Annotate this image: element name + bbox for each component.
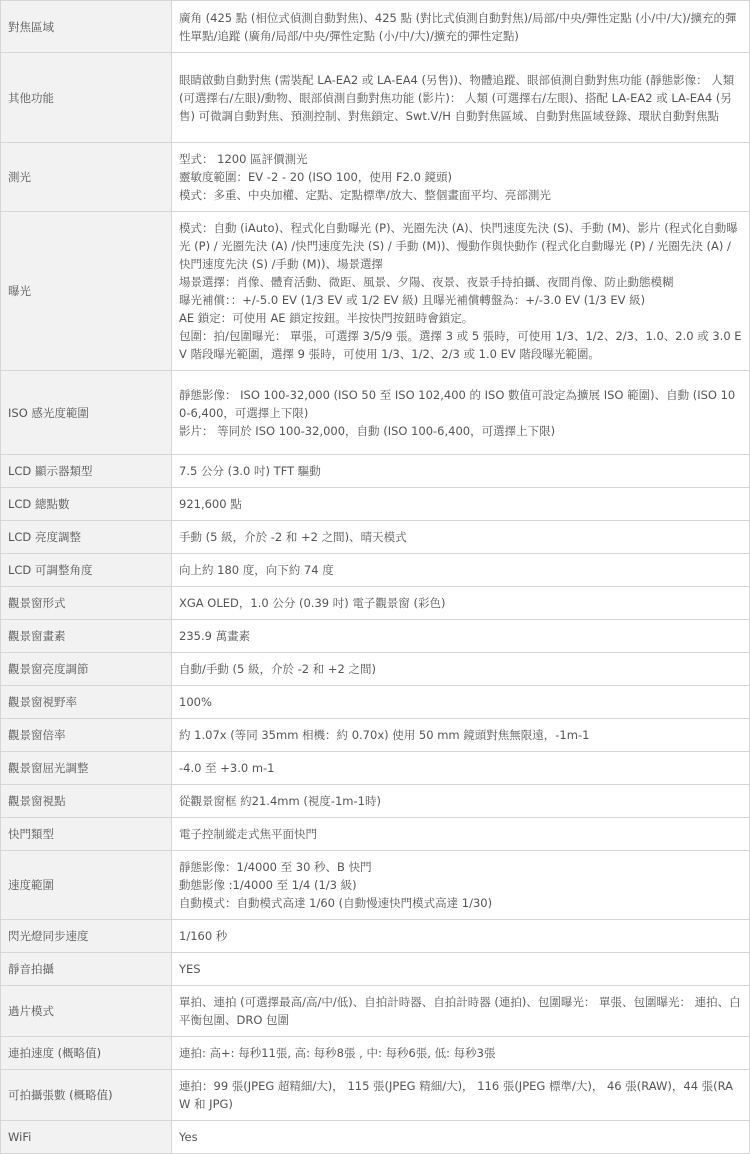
spec-label: 快門類型 (1, 818, 172, 851)
spec-value-line: 影片： 等同於 ISO 100-32,000，自動 (ISO 100-6,400，可選擇上下限) (179, 423, 556, 438)
spec-label: 測光 (1, 143, 172, 212)
spec-value-line: AE 鎖定：可使用 AE 鎖定按鈕。半按快門按鈕時會鎖定。 (179, 311, 474, 325)
spec-row (1, 818, 750, 851)
spec-value-line: 曝光補償：：+/-5.0 EV (1/3 EV 或 1/2 EV 級) 且曝光補償轉盤為：+/-3.0 EV (1/3 EV 級) (179, 293, 646, 307)
spec-row (1, 752, 750, 785)
spec-value (172, 752, 750, 785)
spec-row (1, 953, 750, 986)
spec-label: 過片模式 (1, 986, 172, 1037)
spec-value (172, 143, 750, 212)
spec-value (172, 785, 750, 818)
spec-label: 觀景窗視野率 (1, 686, 172, 719)
spec-label: 觀景窗形式 (1, 587, 172, 620)
spec-value (172, 554, 750, 587)
spec-value-line: 模式：自動 (iAuto)、程式化自動曝光 (P)、光圈先決 (A)、快門速度先決 (S)、手動 (M)、影片 (程式化自動曝光 (P) / 光圈先決 (A) /快門速度先決 (S) / 手動 (M))、慢動作與快動作 (程式化自動曝光 (P) / 光圈先決 (A) / 快門速度先決 (S) /手動 (M))、場景選擇 (179, 221, 738, 271)
spec-value-line: 靜態影像： ISO 100-32,000 (ISO 50 至 ISO 102,400 的 ISO 數值可設定為擴展 ISO 範圍)、自動 (ISO 100-6,400，可選擇上下限) (179, 387, 736, 420)
spec-value-line: XGA OLED，1.0 公分 (0.39 吋) 電子觀景窗 (彩色) (179, 596, 446, 610)
spec-row (1, 554, 750, 587)
spec-value-line: 從觀景窗框 約21.4mm (視度-1m-1時) (179, 794, 381, 808)
spec-value (172, 686, 750, 719)
spec-value (172, 371, 750, 455)
spec-value (172, 455, 750, 488)
spec-value-line: -4.0 至 +3.0 m-1 (179, 761, 275, 775)
spec-row (1, 587, 750, 620)
spec-value (172, 620, 750, 653)
spec-value-line: 動態影像 :1/4000 至 1/4 (1/3 級) (179, 878, 357, 892)
spec-label: LCD 總點數 (1, 488, 172, 521)
spec-value-line: 電子控制縱走式焦平面快門 (179, 827, 317, 841)
spec-label: 連拍速度 (概略值) (1, 1037, 172, 1070)
spec-row (1, 719, 750, 752)
spec-label: 速度範圍 (1, 851, 172, 920)
spec-value-line: 單拍、連拍 (可選擇最高/高/中/低)、自拍計時器、自拍計時器 (連拍)、包圍曝光： 單張、包圍曝光： 連拍、白平衡包圍、DRO 包圍 (179, 995, 741, 1027)
spec-label: 觀景窗畫素 (1, 620, 172, 653)
spec-value-line: 921,600 點 (179, 497, 242, 511)
spec-row (1, 521, 750, 554)
spec-label: LCD 可調整角度 (1, 554, 172, 587)
spec-value (172, 521, 750, 554)
spec-row (1, 371, 750, 455)
spec-value (172, 488, 750, 521)
spec-value-line: YES (179, 962, 201, 976)
spec-value-line: 包圍：拍/包圍曝光： 單張，可選擇 3/5/9 張。選擇 3 或 5 張時，可使用 1/3、1/2、2/3、1.0、2.0 或 3.0 EV 階段曝光範圍，選擇 9 張時，可使用 1/3、1/2、2/3 或 1.0 EV 階段曝光範圍。 (179, 329, 742, 361)
spec-value (172, 986, 750, 1037)
spec-row (1, 620, 750, 653)
spec-value (172, 818, 750, 851)
spec-row (1, 851, 750, 920)
spec-label: 閃光燈同步速度 (1, 920, 172, 953)
spec-label: ISO 感光度範圍 (1, 371, 172, 455)
spec-value (172, 1037, 750, 1070)
spec-row (1, 920, 750, 953)
spec-label: 觀景窗亮度調節 (1, 653, 172, 686)
spec-row (1, 686, 750, 719)
spec-label: 靜音拍攝 (1, 953, 172, 986)
spec-label: WiFi (1, 1121, 172, 1154)
spec-row (1, 53, 750, 143)
spec-value-line: 約 1.07x (等同 35mm 相機：約 0.70x) 使用 50 mm 鏡頭對焦無限遠，-1m-1 (179, 728, 590, 742)
spec-value-line: 靈敏度範圍：EV -2 - 20 (ISO 100，使用 F2.0 鏡頭) (179, 170, 453, 184)
spec-row (1, 1, 750, 53)
spec-value (172, 653, 750, 686)
spec-row (1, 455, 750, 488)
spec-value-line: 場景選擇：肖像、體育活動、微距、風景、夕陽、夜景、夜景手持拍攝、夜間肖像、防止動態模糊 (179, 275, 674, 289)
spec-value-line: 235.9 萬畫素 (179, 629, 251, 643)
spec-value (172, 1070, 750, 1121)
spec-value-line: Yes (179, 1130, 198, 1144)
spec-label: LCD 顯示器類型 (1, 455, 172, 488)
spec-value (172, 1, 750, 53)
spec-label: 對焦區域 (1, 1, 172, 53)
spec-value (172, 1121, 750, 1154)
spec-value-line: 模式：多重、中央加權、定點、定點標準/放大、整個畫面平均、亮部測光 (179, 188, 551, 202)
spec-value (172, 719, 750, 752)
spec-value (172, 53, 750, 143)
spec-row (1, 986, 750, 1037)
spec-row (1, 653, 750, 686)
spec-row (1, 785, 750, 818)
spec-value-line: 手動 (5 級，介於 -2 和 +2 之間)、晴天模式 (179, 530, 407, 544)
spec-value-line: 型式： 1200 區評價測光 (179, 152, 308, 166)
spec-label: 其他功能 (1, 53, 172, 143)
spec-label: 曝光 (1, 212, 172, 371)
spec-value-line: 廣角 (425 點 (相位式偵測自動對焦)、425 點 (對比式偵測自動對焦)/局部/中央/彈性定點 (小/中/大)/擴充的彈性單點/追蹤 (廣角/局部/中央/彈性定點 (小/中/大)/擴充的彈性定點) (179, 10, 737, 43)
spec-row (1, 1070, 750, 1121)
spec-label: 觀景窗視點 (1, 785, 172, 818)
spec-label: 觀景窗屈光調整 (1, 752, 172, 785)
spec-value-line: 1/160 秒 (179, 929, 228, 943)
spec-value-line: 連拍：99 張(JPEG 超精細/大)， 115 張(JPEG 精細/大)， 116 張(JPEG 標準/大)， 46 張(RAW)，44 張(RAW 和 JPG) (179, 1079, 734, 1111)
spec-value-line: 100% (179, 695, 212, 709)
spec-row (1, 1121, 750, 1154)
spec-value-line: 連拍: 高+: 每秒11張, 高: 每秒8張 , 中: 每秒6張, 低: 每秒3張 (179, 1046, 496, 1060)
spec-row (1, 488, 750, 521)
spec-value (172, 212, 750, 371)
spec-value-line: 眼睛啟動自動對焦 (需裝配 LA-EA2 或 LA-EA4 (另售))、物體追蹤、眼部偵測自動對焦功能 (靜態影像： 人類 (可選擇右/左眼)/動物、眼部偵測自動對焦功能 (影片)： 人類 (可選擇右/左眼)、搭配 LA-EA2 或 LA-EA4 (另售) 可微調自動對焦、預測控制、對焦鎖定、Swt.V/H 自動對焦區域、自動對焦區域登錄、環狀自動對焦點 (179, 72, 735, 123)
spec-label: 可拍攝張數 (概略值) (1, 1070, 172, 1121)
spec-table-body (1, 1, 750, 1154)
spec-value-line: 靜態影像：1/4000 至 30 秒、B 快門 (179, 860, 372, 874)
spec-value-line: 向上約 180 度，向下約 74 度 (179, 563, 334, 577)
spec-value (172, 953, 750, 986)
spec-row (1, 212, 750, 371)
spec-value (172, 587, 750, 620)
spec-row (1, 1037, 750, 1070)
spec-value-line: 自動/手動 (5 級，介於 -2 和 +2 之間) (179, 662, 377, 676)
spec-value-line: 7.5 公分 (3.0 吋) TFT 驅動 (179, 464, 321, 478)
spec-label: 觀景窗倍率 (1, 719, 172, 752)
spec-row (1, 143, 750, 212)
spec-value (172, 851, 750, 920)
spec-label: LCD 亮度調整 (1, 521, 172, 554)
spec-value-line: 自動模式：自動模式高達 1/60 (自動慢速快門模式高達 1/30) (179, 896, 493, 910)
spec-value (172, 920, 750, 953)
